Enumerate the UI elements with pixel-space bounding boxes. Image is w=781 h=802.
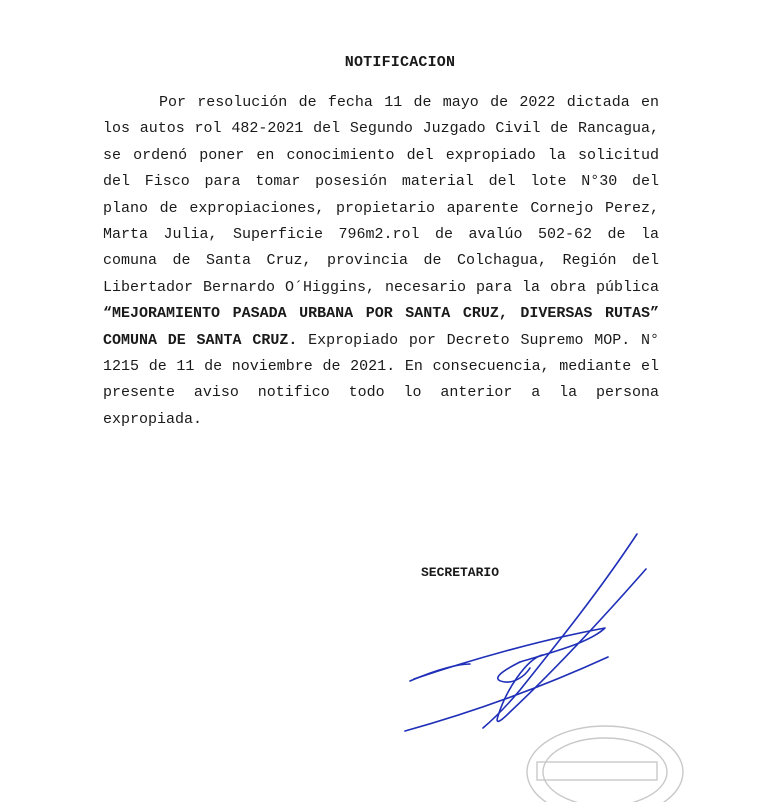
signature-stroke-tail bbox=[410, 664, 470, 681]
body-text-closing: Expropiado por Decreto Supremo MOP. N° 1215 de 11 de noviembre de 2021. En consecuencia, mediante el presente aviso notifico todo lo anterior a la persona expropiada. bbox=[103, 331, 660, 428]
document-title: NOTIFICACION bbox=[344, 54, 456, 71]
body-text-intro: Por resolución de fecha 11 de mayo de 2022 dictada en los autos rol 482-2021 del Segundo Juzgado Civil de Rancagua, se ordenó poner en conocimiento del expropiado la solicitud del Fisco para tomar posesión material del lote N°30 del plano de expropiaciones, propietario aparente Cornejo Perez, Marta Julia, Superficie 796m2.rol de avalúo 502-62 de la comuna de Santa Cruz, provincia de Colchagua, Región del Libertador Bernardo O´Higgins, necesario para la obra pública bbox=[103, 94, 659, 296]
signature-stroke-loop bbox=[498, 662, 530, 682]
signatory-title: SECRETARIO bbox=[421, 565, 500, 580]
seal-stamp bbox=[515, 712, 685, 802]
project-name: “MEJORAMIENTO PASADA URBANA POR SANTA CRUZ, DIVERSAS RUTAS” COMUNA DE SANTA CRUZ. bbox=[103, 305, 659, 349]
